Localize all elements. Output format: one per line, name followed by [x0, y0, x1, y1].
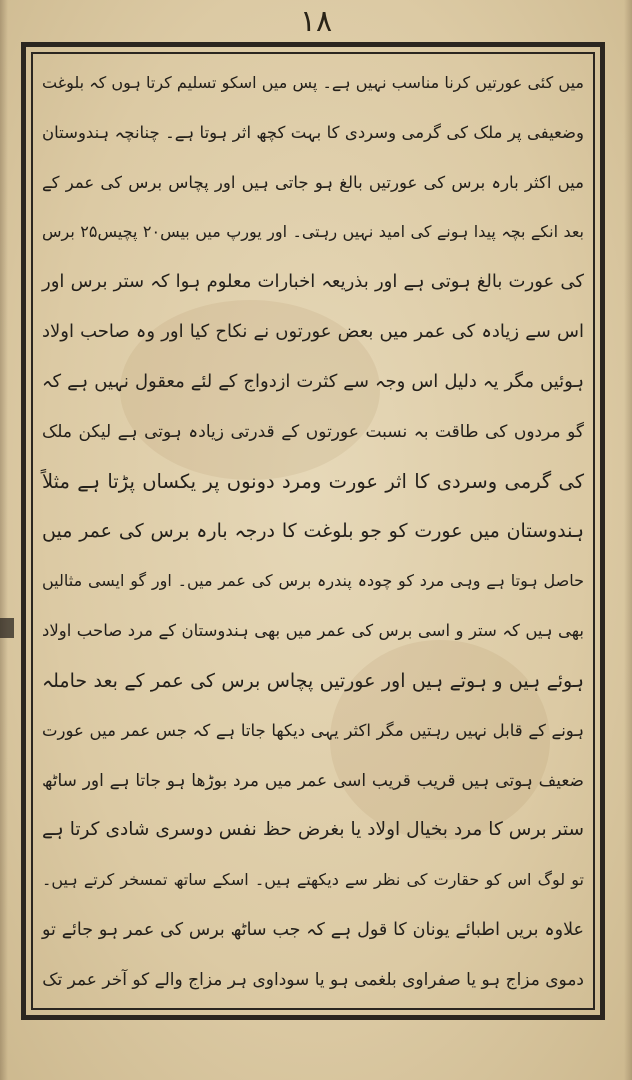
page-number: ۱۸	[299, 4, 333, 39]
text-line: گو مردوں کی طاقت بہ نسبت عورتوں کے قدرتی زیادہ ہوتی ہے لیکن ملک	[42, 421, 584, 442]
text-line: کی عورت بالغ ہوتی ہے اور بذریعہ اخبارات معلوم ہوا کہ ستر برس اور	[42, 271, 584, 293]
text-line: ضعیف ہوتی ہیں قریب قریب اسی عمر میں مرد بوڑھا ہو جاتا ہے اور ساٹھ	[42, 770, 584, 791]
text-line: بھی ہیں کہ ستر و اسی برس کی عمر میں بھی ہندوستان کے مرد صاحب اولاد	[42, 621, 584, 641]
urdu-text-block	[38, 64, 588, 999]
text-line: میں اکثر بارہ برس کی عورتیں بالغ ہو جاتی ہیں اور پچاس برس کی عمر کے	[42, 172, 584, 192]
text-line: وضعیفی پر ملک کی گرمی وسردی کا بہت کچھ اثر ہوتا ہے۔ چنانچہ ہندوستان	[42, 122, 584, 142]
text-line: اس سے زیادہ کی عمر میں بعض عورتوں نے نکاح کیا اور وہ صاحب اولاد	[42, 321, 584, 343]
text-line: ستر برس کا مرد بخیال اولاد یا بغرض حظ نفس دوسری شادی کرتا ہے	[42, 819, 584, 841]
text-line: ہوئیں مگر یہ دلیل اس وجہ سے کثرت ازدواج کے لئے معقول نہیں ہے کہ	[42, 370, 584, 392]
text-line: دموی مزاج ہو یا صفراوی بلغمی ہو یا سوداوی ہر مزاج والے کو آخر عمر تک	[42, 969, 584, 990]
text-line: ہوئے ہیں و ہوتے ہیں اور عورتیں پچاس برس کی عمر کے بعد حاملہ	[42, 669, 584, 692]
binding-mark	[0, 618, 14, 638]
text-line: کی گرمی وسردی کا اثر عورت ومرد دونوں پر یکساں پڑتا ہے مثلاً	[42, 469, 584, 493]
text-line: حاصل ہوتا ہے وہی مرد کو چودہ پندرہ برس کی عمر میں۔ اور گو ایسی مثالیں	[42, 571, 584, 591]
text-line: علاوہ بریں اطبائے یونان کا قول ہے کہ جب ساٹھ برس کی عمر ہو جائے تو	[42, 920, 584, 941]
text-line: تو لوگ اس کو حقارت کی نظر سے دیکھتے ہیں۔ اسکے ساتھ تمسخر کرتے ہیں۔	[42, 870, 584, 890]
page-edge-shadow-left	[0, 0, 8, 1080]
text-line: بعد انکے بچہ پیدا ہونے کی امید نہیں رہتی۔ اور یورپ میں بیس۲۰ پچیس۲۵ برس	[42, 222, 585, 242]
text-line: ہونے کے قابل نہیں رہتیں مگر اکثر یہی دیکھا جاتا ہے کہ جس عمر میں عورت	[42, 720, 584, 740]
text-line: ہندوستان میں عورت کو جو بلوغت کا درجہ بارہ برس کی عمر میں	[42, 520, 584, 543]
text-line: میں کئی عورتیں کرنا مناسب نہیں ہے۔ پس میں اسکو تسلیم کرتا ہوں کہ بلوغت	[42, 73, 584, 92]
page-edge-shadow-right	[624, 0, 632, 1080]
